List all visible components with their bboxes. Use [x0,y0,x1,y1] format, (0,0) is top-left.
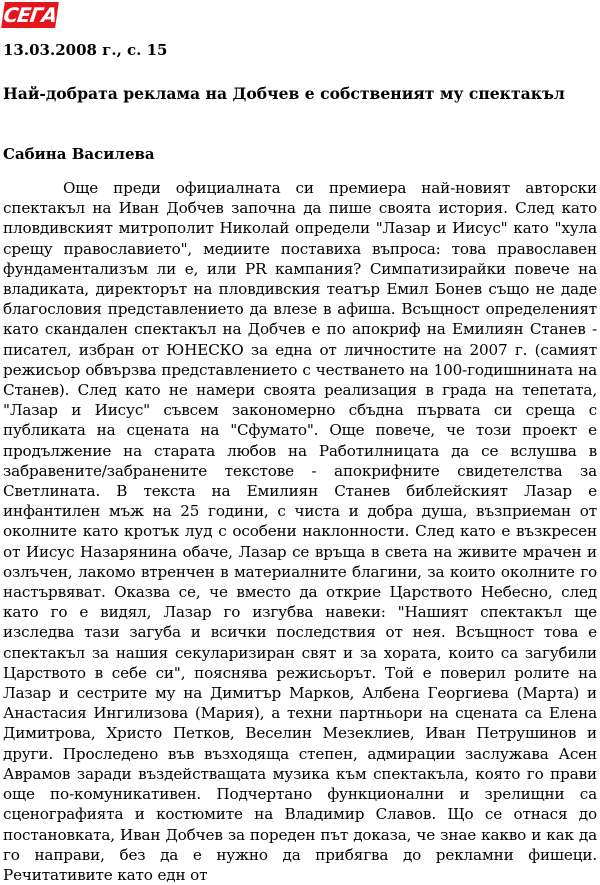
logo-text: СЕГА [2,3,58,27]
article-headline: Най-добрата реклама на Добчев е собственият му спектакъл [3,84,565,103]
publication-dateline: 13.03.2008 г., с. 15 [3,41,168,59]
article-author: Сабина Василева [3,145,155,163]
article-body: Още преди официалната си премиера най-новият авторски спектакъл на Иван Добчев започна да пише своята история. След като пловдивският митрополит Николай определи "Лазар и Иисус" като "хула срещу православието", медиите поставиха въпроса: това православен фундаментализъм ли е, или PR кампания? Симпатизирайки повече на владиката, директорът на пловдивския театър Емил Бонев също не даде благословия представлението да влезе в афиша. Всъщност определеният като скандален спектакъл на Добчев е по апокриф на Емилиян Станев - писател, избран от ЮНЕСКО за една от личностите на 2007 г. (самият режисьор обвързва представлението с честването на 100-годишнината на Станев). След като не намери своята реализация в града на тепетата, "Лазар и Иисус" съвсем закономерно сбъдна първата си среща с публиката на сцената на "Сфумато". Още повече, че този проект е продължение на старата любов на Работилницата да се вслушва в забравените/забранените текстове - апокрифните свидетелства за Светлината. В текста на Емилиян Станев библейският Лазар е инфантилен мъж на 25 години, с чиста и добра душа, възприеман от околните като кротък луд с особени наклонности. След като е възкресен от Иисус Назарянина обаче, Лазар се връща в света на живите мрачен и озлъчен, лакомо втренчен в материалните благини, за които околните го настървяват. Оказва се, че вместо да открие Царството Небесно, след като го е видял, Лазар го изгубва навеки: "Нашият спектакъл ще изследва тази загуба и всички последствия от нея. Всъщност това е спектакъл за нашия секуларизиран свят и за хората, които са загубили Царството в себе си", пояснява режисьорът. Той е поверил ролите на Лазар и сестрите му на Димитър Марков, Албена Георгиева (Марта) и Анастасия Ингилизова (Мария), а техни партньори на сцената са Елена Димитрова, Христо Петков, Веселин Мезеклиев, Иван Петрушинов и други. Проследено във възходяща степен, адмирации заслужава Асен Аврамов заради въздействащата музика към спектакъла, която го прави още по-комуникативен. Подчертано функционални и зрелищни са сценографията и костюмите на Владимир Славов. Що се отнася до постановката, Иван Добчев за пореден път доказа, че знае какво и как да го направи, без да е нужно да прибягва до рекламни фишеци. Речитативите като едн от [3,179,597,884]
newspaper-logo [1,2,59,28]
